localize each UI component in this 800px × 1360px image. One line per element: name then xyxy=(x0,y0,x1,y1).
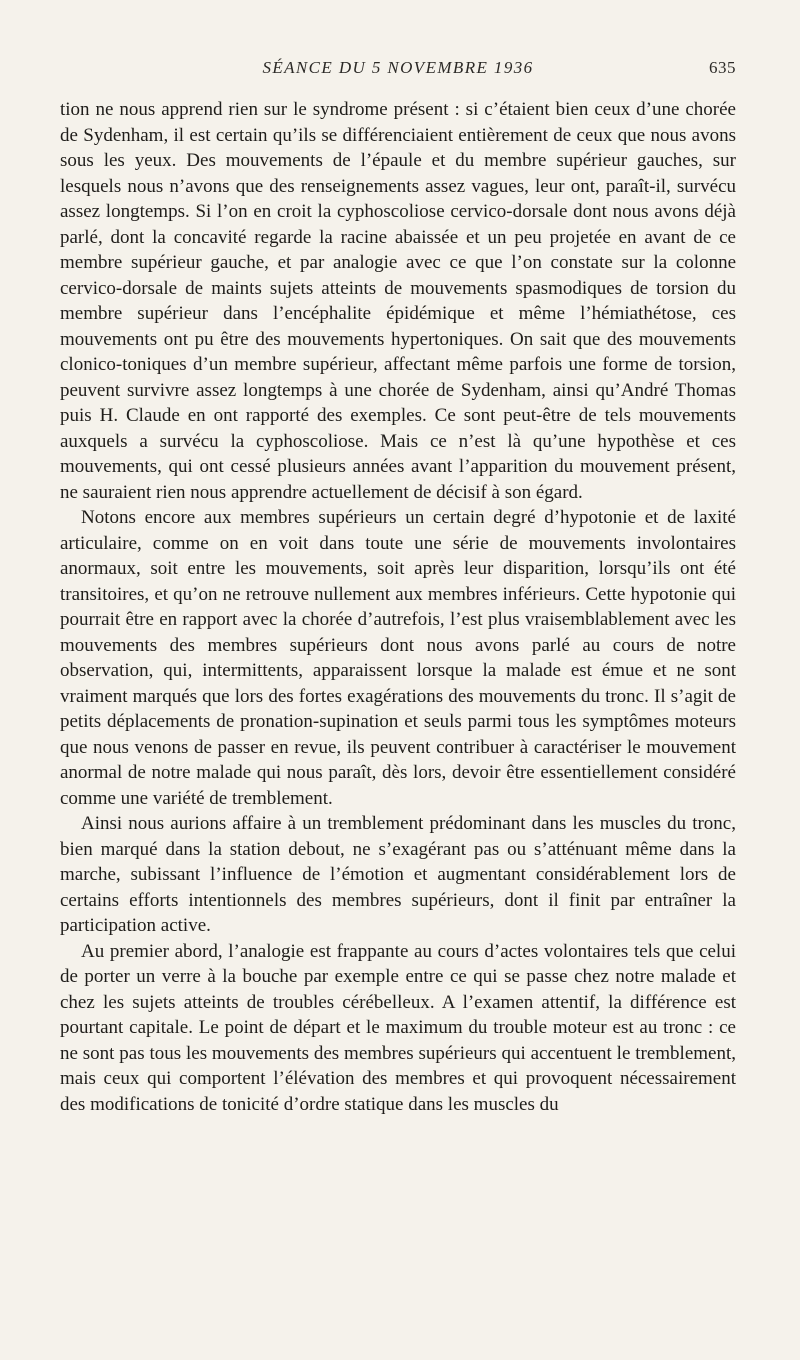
paragraph-tremblement: Ainsi nous aurions affaire à un tremblement prédominant dans les muscles du tronc, bien marqué dans la station debout, ne s’exagérant pas ou s’atténuant même dans la marche, subissant l’influence de l’émotion et augmentant considérablement lors de certains efforts intentionnels des membres supérieurs, dont il finit par entraîner la participation active. xyxy=(60,813,736,936)
running-header xyxy=(60,58,736,84)
body-text xyxy=(60,97,736,1117)
page-number: 635 xyxy=(709,58,736,77)
paragraph-analogie: Au premier abord, l’analogie est frappante au cours d’actes volontaires tels que celui de porter un verre à la bouche par exemple entre ce qui se passe chez notre malade et chez les sujets atteints de troubles cérébelleux. A l’examen attentif, la différence est pourtant capitale. Le point de départ et le maximum du trouble moteur est au tronc : ce ne sont pas tous les mouvements des membres supérieurs qui accentuent le tremblement, mais ceux qui comportent l’élévation des membres et qui provoquent nécessairement des modifications de tonicité d’ordre statique dans les muscles du xyxy=(60,940,736,1115)
paragraph-continuation: tion ne nous apprend rien sur le syndrome présent : si c’étaient bien ceux d’une chorée de Sydenham, il est certain qu’ils se différenciaient entièrement de ceux que nous avons sous les yeux. Des mouvements de l’épaule et du membre supérieur gauches, sur lesquels nous n’avons que des renseignements assez vagues, leur ont, paraît-il, survécu assez longtemps. Si l’on en croit la cyphoscoliose cervico-dorsale dont nous avons déjà parlé, dont la concavité regarde la racine abaissée et un peu projetée en avant de ce membre supérieur gauche, et par analogie avec ce que l’on constate sur la colonne cervico-dorsale de maints sujets atteints de mouvements spasmodiques de torsion du membre supérieur dans l’encéphalite épidémique et même l’hémiathétose, ces mouvements ont pu être des mouvements hypertoniques. On sait que des mouvements clonico-toniques d’un membre supérieur, affectant même parfois une forme de torsion, peuvent survivre assez longtemps à une chorée de Sydenham, ainsi qu’André Thomas puis H. Claude en ont rapporté des exemples. Ce sont peut-être de tels mouvements auxquels a survécu la cyphoscoliose. Mais ce n’est là qu’une hypothèse et ces mouvements, qui ont cessé plusieurs années avant l’apparition du mouvement présent, ne sauraient rien nous apprendre actuellement de décisif à son égard. xyxy=(60,99,736,503)
paragraph-hypotonie: Notons encore aux membres supérieurs un certain degré d’hypotonie et de laxité articulaire, comme on en voit dans toute une série de mouvements involontaires anormaux, soit entre les mouvements, soit après leur disparition, lorsqu’ils ont été transitoires, et qu’on ne retrouve nullement aux membres inférieurs. Cette hypotonie qui pourrait être en rapport avec la chorée d’autrefois, l’est plus vraisemblablement avec les mouvements des membres supérieurs dont nous avons parlé au cours de notre observation, qui, intermittents, apparaissent lorsque la malade est émue et ne sont vraiment marqués que lors des fortes exagérations des mouvements du tronc. Il s’agit de petits déplacements de pronation-supination et seuls parmi tous les symptômes moteurs que nous venons de passer en revue, ils peuvent contribuer à caractériser le mouvement anormal de notre malade qui nous paraît, dès lors, devoir être essentiellement considéré comme une variété de tremblement. xyxy=(60,507,736,809)
running-title: SÉANCE DU 5 NOVEMBRE 1936 xyxy=(262,58,534,77)
